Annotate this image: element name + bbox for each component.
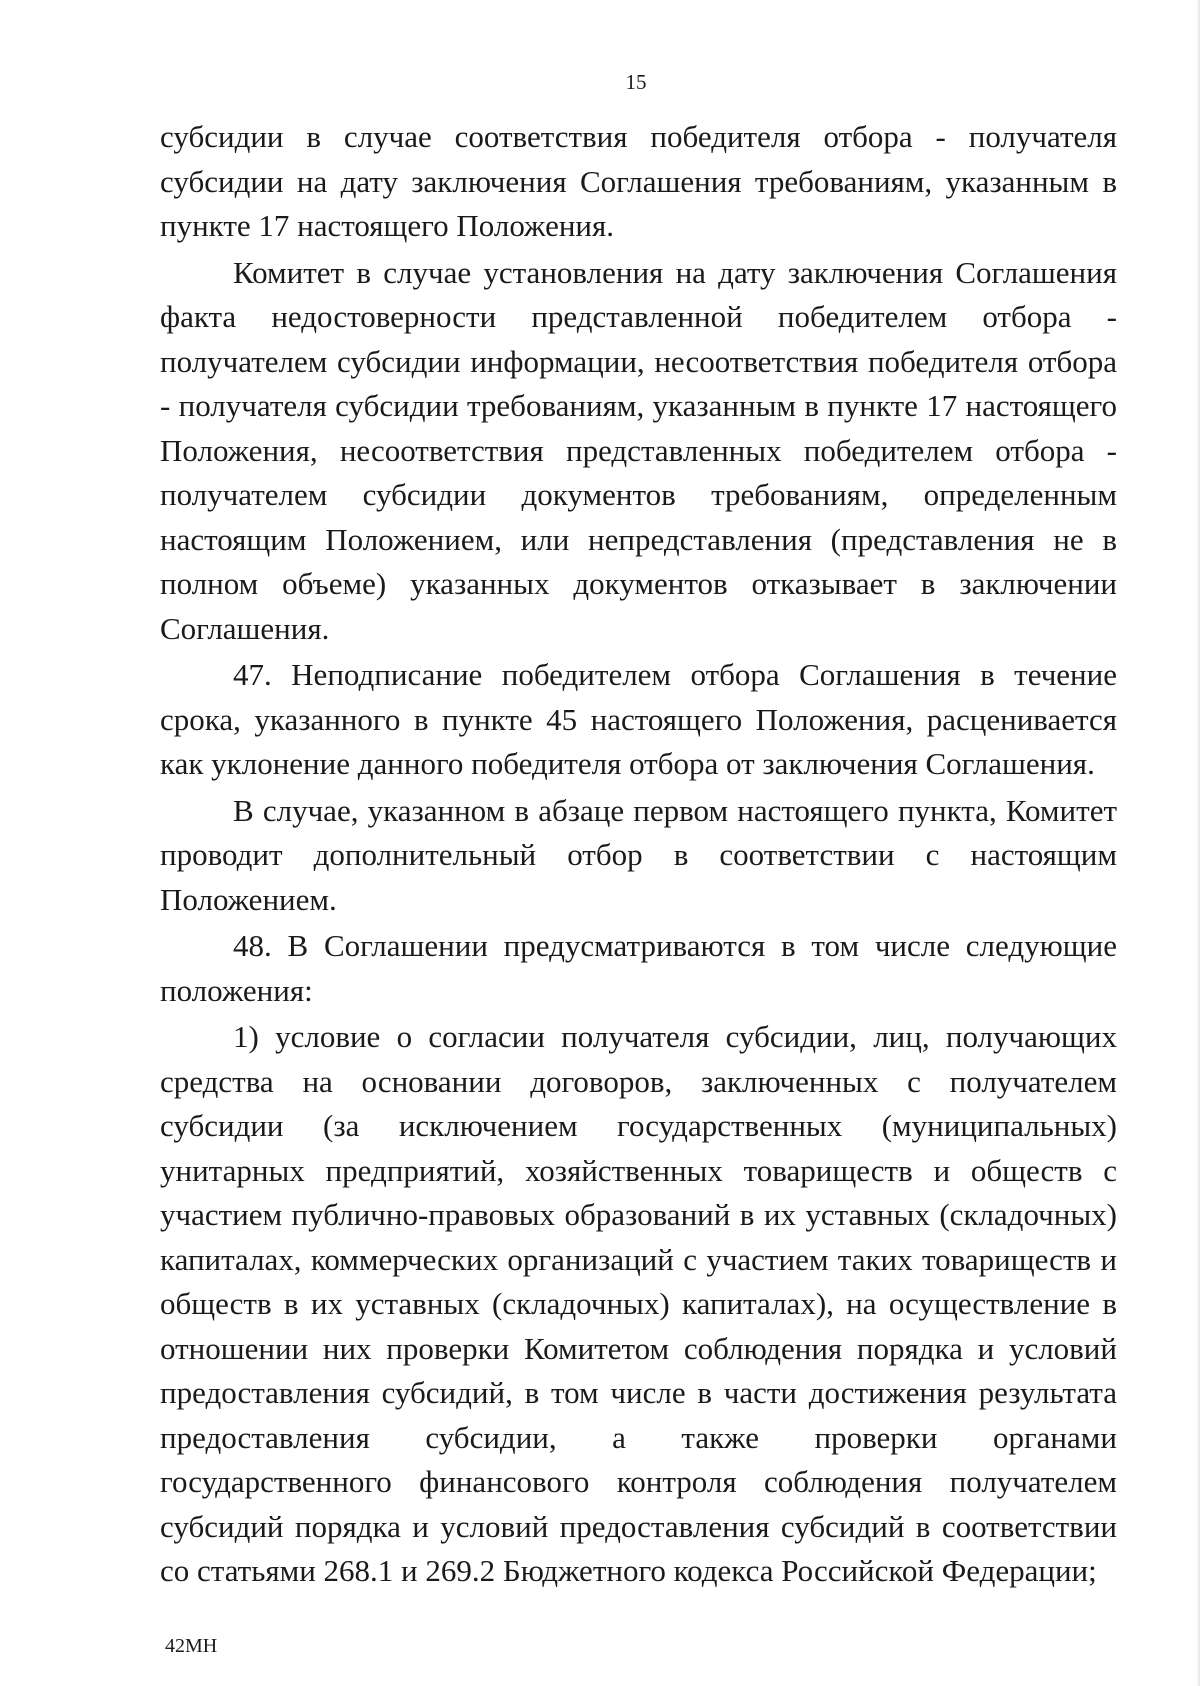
footer-document-code: 42МН	[165, 1635, 218, 1657]
page-number: 15	[625, 70, 647, 94]
paragraph-additional-selection: В случае, указанном в абзаце первом настоящего пункта, Комитет проводит дополнительный отбор в соответствии с настоящим Положением.	[160, 792, 1117, 917]
document-body	[160, 115, 1117, 1596]
paragraph-item-47: 47. Неподписание победителем отбора Соглашения в течение срока, указанного в пункте 45 настоящего Положения, расценивается как уклонение данного победителя отбора от заключения Соглашения.	[160, 657, 1117, 781]
scan-edge-shadow	[1196, 0, 1200, 1686]
paragraph-item-48: 48. В Соглашении предусматриваются в том числе следующие положения:	[160, 928, 1117, 1008]
paragraph-committee-refusal: Комитет в случае установления на дату заключения Соглашения факта недостоверности представленной победителем отбора - получателем субсидии информации, несоответствия победителя отбора - получателя субсидии требованиям, указанным в пункте 17 настоящего Положения, несоответствия представленных победителем отбора - получателем субсидии документов требованиям, определенным настоящим Положением, или непредставления (представления не в полном объеме) указанных документов отказывает в заключении Соглашения.	[160, 254, 1117, 646]
paragraph-subitem-1: 1) условие о согласии получателя субсидии, лиц, получающих средства на основании договоров, заключенных с получателем субсидии (за исключением государственных (муниципальных) унитарных предприятий, хозяйственных товариществ и обществ с участием публично-правовых образований в их уставных (складочных) капиталах, коммерческих организаций с участием таких товариществ и обществ в их уставных (складочных) капиталах), на осуществление в отношении них проверки Комитетом соблюдения порядка и условий предоставления субсидий, в том числе в части достижения результата предоставления субсидии, а также проверки органами государственного финансового контроля соблюдения получателем субсидий порядка и условий предоставления субсидий в соответствии со статьями 268.1 и 269.2 Бюджетного кодекса Российской Федерации;	[160, 1019, 1117, 1588]
paragraph-continuation: субсидии в случае соответствия победителя отбора - получателя субсидии на дату заключения Соглашения требованиям, указанным в пункте 17 настоящего Положения.	[160, 119, 1117, 243]
